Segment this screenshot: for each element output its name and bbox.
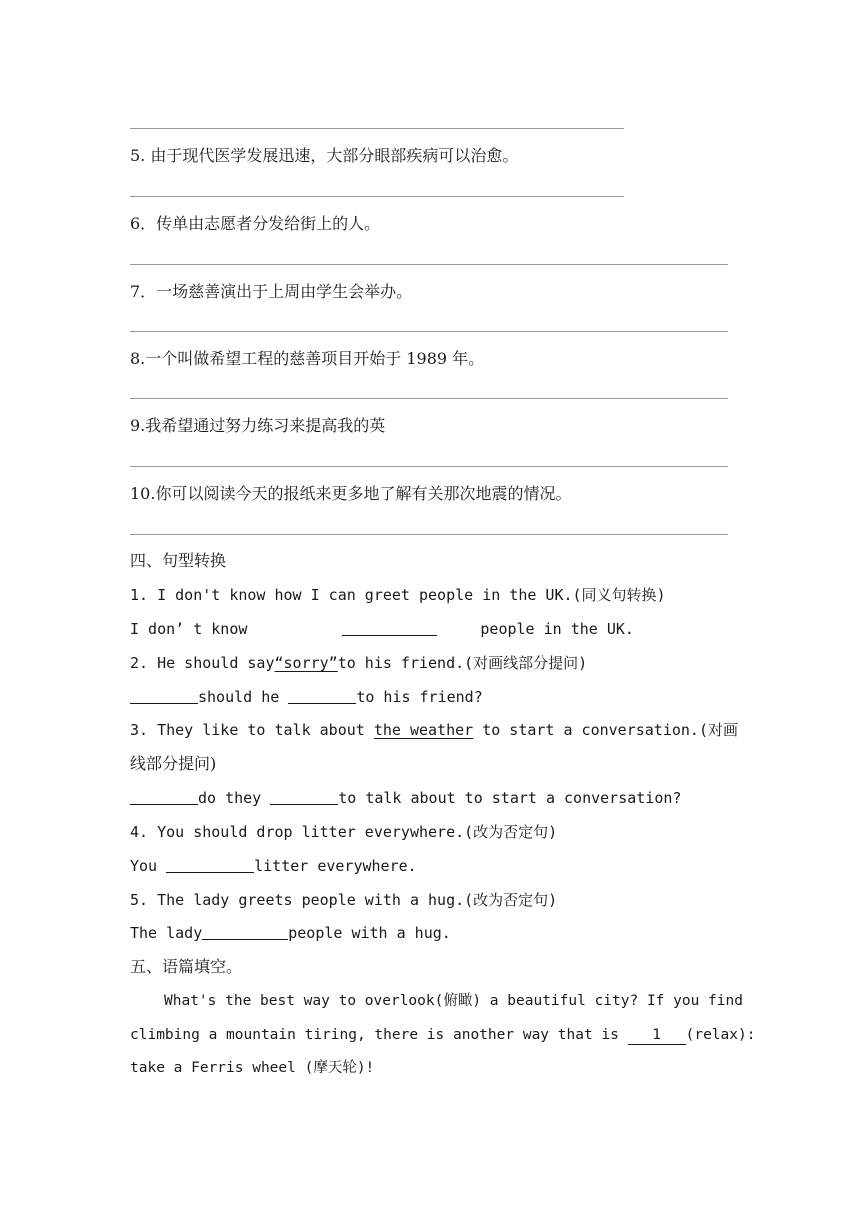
- q5-blank[interactable]: [202, 924, 288, 940]
- q3-underlined-part: the weather: [373, 721, 474, 739]
- q3-prompt-continued: 线部分提问): [130, 754, 217, 773]
- q4-blank[interactable]: [166, 857, 254, 873]
- q1-prompt: 1. I don't know how I can greet people in the UK.(同义句转换): [130, 586, 666, 604]
- q5-answer-end: people with a hug.: [288, 924, 451, 942]
- translation-item-8: 8.一个叫做希望工程的慈善项目开始于 1989 年。: [130, 349, 485, 368]
- cloze-line-2-start: climbing a mountain tiring, there is another way that is: [130, 1027, 619, 1043]
- q2-blank-1[interactable]: [130, 688, 198, 704]
- answer-line: [130, 128, 624, 129]
- answer-line: [130, 534, 728, 535]
- q3-answer-end: to talk about to start a conversation?: [338, 789, 682, 807]
- q2-prompt-start: 2. He should say: [130, 654, 275, 672]
- q1-answer-end: people in the UK.: [480, 620, 634, 638]
- q2-blank-2[interactable]: [288, 688, 356, 704]
- q3-prompt-start: 3. They like to talk about: [130, 721, 365, 739]
- q2-answer-end: to his friend?: [356, 688, 483, 706]
- translation-item-7: 7．一场慈善演出于上周由学生会举办。: [130, 282, 413, 301]
- q4-answer-end: litter everywhere.: [254, 857, 417, 875]
- q2-answer-middle: should he: [198, 688, 280, 706]
- cloze-line-1: What's the best way to overlook(俯瞰) a beautiful city? If you find: [164, 993, 743, 1009]
- q1-blank[interactable]: [342, 620, 437, 636]
- q4-prompt: 4. You should drop litter everywhere.(改为否定句): [130, 823, 558, 841]
- q4-answer-start: You: [130, 857, 158, 875]
- q3-prompt-end: to start a conversation.(对画: [482, 721, 738, 739]
- q5-answer-row: [130, 923, 451, 943]
- section-heading-5: 五、语篇填空。: [130, 957, 243, 976]
- q2-prompt: [130, 653, 587, 673]
- q2-answer-row: [130, 687, 483, 707]
- cloze-line-3: take a Ferris wheel (摩天轮)!: [130, 1060, 375, 1076]
- q3-answer-middle: do they: [198, 789, 262, 807]
- q3-answer-row: [130, 788, 681, 808]
- cloze-line-2: [130, 1025, 755, 1045]
- translation-item-5: 5. 由于现代医学发展迅速，大部分眼部疾病可以治愈。: [130, 146, 519, 165]
- answer-line: [130, 264, 728, 265]
- answer-line: [130, 331, 728, 332]
- q3-blank-2[interactable]: [270, 789, 338, 805]
- answer-line: [130, 398, 728, 399]
- q1-answer-row: [130, 619, 634, 639]
- q2-prompt-end: to his friend.(对画线部分提问): [337, 654, 588, 672]
- q5-answer-start: The lady: [130, 924, 203, 942]
- q5-prompt: 5. The lady greets people with a hug.(改为否定句): [130, 891, 558, 909]
- answer-line: [130, 196, 624, 197]
- translation-item-10: 10.你可以阅读今天的报纸来更多地了解有关那次地震的情况。: [130, 484, 572, 503]
- cloze-line-2-end: (relax):: [685, 1027, 756, 1043]
- translation-item-9: 9.我希望通过努力练习来提高我的英: [130, 416, 386, 435]
- q3-prompt: [130, 720, 738, 740]
- answer-line: [130, 466, 728, 467]
- q2-underlined-part: “sorry”: [274, 654, 338, 672]
- cloze-blank-1[interactable]: 1: [628, 1026, 686, 1045]
- q1-answer-start: I don’ t know: [130, 620, 248, 638]
- q3-blank-1[interactable]: [130, 789, 198, 805]
- q4-answer-row: [130, 856, 417, 876]
- translation-item-6: 6．传单由志愿者分发给街上的人。: [130, 214, 381, 233]
- section-heading-4: 四、句型转换: [130, 551, 227, 570]
